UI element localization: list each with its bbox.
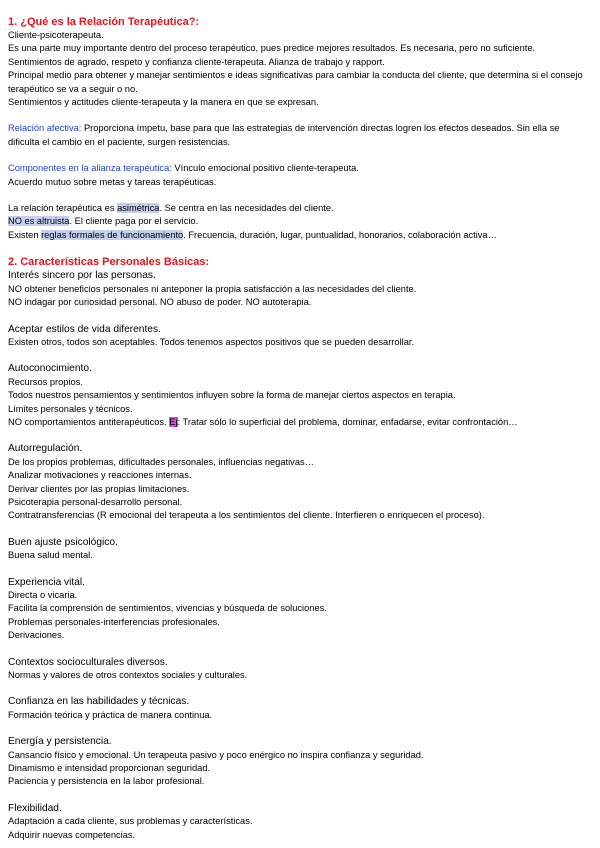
paragraph-line: Cliente-psicoterapeuta. bbox=[8, 30, 104, 40]
antiterapeuticos-line bbox=[8, 416, 592, 429]
paragraph-line: Buena salud mental. bbox=[8, 550, 93, 561]
paragraph-line: Sentimientos de agrado, respeto y confianza cliente-terapeuta. Alianza de trabajo y rapport. bbox=[8, 56, 385, 67]
subsection-heading: Aceptar estilos de vida diferentes. bbox=[8, 323, 161, 335]
alianza-text: Vínculo emocional positivo cliente-terapeuta. bbox=[171, 163, 359, 174]
subsection-heading: Experiencia vital. bbox=[8, 576, 86, 588]
text-segment: NO comportamientos antiterapéuticos. bbox=[8, 416, 170, 427]
paragraph-line: Paciencia y persistencia en la labor profesional. bbox=[8, 776, 205, 787]
paragraph-line: Sentimientos y actitudes cliente-terapeuta y la manera en que se expresan. bbox=[8, 97, 319, 108]
paragraph-line: Psicoterapia personal-desarrollo personal. bbox=[8, 496, 183, 507]
text-segment: La relación terapéutica es bbox=[8, 203, 118, 214]
paragraph-line: Problemas personales-interferencias profesionales. bbox=[8, 616, 220, 627]
paragraph-line: NO obtener beneficios personales ni anteponer la propia satisfacción a las necesidades del cliente. bbox=[8, 283, 417, 294]
text-segment: : Tratar sólo lo superficial del problema, dominar, enfadarse, evitar confrontación… bbox=[177, 416, 518, 427]
subsection-heading: Interés sincero por las personas. bbox=[8, 270, 156, 282]
text-segment: . El cliente paga por el servicio. bbox=[69, 216, 199, 227]
paragraph-line: Cansancio físico y emocional. Un terapeuta pasivo y poco enérgico no inspira confianza y seguridad. bbox=[8, 749, 424, 760]
subsection-heading: Confianza en las habilidades y técnicas. bbox=[8, 696, 190, 708]
paragraph-line: Acuerdo mutuo sobre metas y tareas terapéuticas. bbox=[8, 176, 217, 187]
subsection-heading: Buen ajuste psicológico. bbox=[8, 536, 118, 548]
alianza-label: Componentes en la alianza terapéutica: bbox=[8, 163, 172, 174]
relacion-afectiva-label: Relación afectiva: bbox=[8, 123, 82, 134]
relacion-afectiva-text: Proporciona ímpetu, base para que las estrategias de intervención directas logren los efectos deseados. Sin ella se dificulta el cambio en el paciente, surgen resistencias. bbox=[8, 123, 560, 147]
paragraph-line: Adquirir nuevas competencias. bbox=[8, 829, 136, 840]
paragraph-line: Directa o vicaria. bbox=[8, 590, 78, 600]
altruista-line bbox=[8, 215, 592, 228]
subsection-heading: Flexibilidad. bbox=[8, 802, 62, 814]
section-2-title: 2. Características Personales Básicas: bbox=[8, 256, 210, 269]
subsection-heading: Energía y persistencia. bbox=[8, 736, 112, 748]
subsection-heading: Autoconocimiento. bbox=[8, 363, 92, 375]
section-1-title: 1. ¿Qué es la Relación Terapéutica?: bbox=[8, 16, 200, 28]
paragraph-line: NO indagar por curiosidad personal. NO abuso de poder. NO autoterapia. bbox=[8, 297, 312, 308]
reglas-line bbox=[8, 229, 592, 242]
relacion-afectiva-paragraph bbox=[8, 122, 592, 149]
paragraph-line: Adaptación a cada cliente, sus problemas y características. bbox=[8, 816, 253, 827]
paragraph-line: Formación teórica y práctica de manera continua. bbox=[8, 709, 213, 720]
paragraph-line: De los propios problemas, dificultades personales, influencias negativas… bbox=[8, 456, 314, 467]
paragraph-line: Analizar motivaciones y reacciones internas. bbox=[8, 470, 192, 481]
asimetrica-line bbox=[8, 202, 592, 215]
text-segment: Existen bbox=[8, 229, 42, 240]
subsection-heading: Contextos socioculturales diversos. bbox=[8, 656, 168, 668]
paragraph-line: Límites personales y técnicos. bbox=[8, 403, 133, 414]
subsection-heading: Autorregulación. bbox=[8, 443, 83, 455]
highlight-reglas: reglas formales de funcionamiento bbox=[41, 229, 184, 240]
paragraph-line: Derivar clientes por las propias limitaciones. bbox=[8, 483, 190, 494]
paragraph-line: Recursos propios. bbox=[8, 376, 83, 387]
highlight-ej: Ej bbox=[169, 416, 178, 427]
highlight-asimetrica: asimétrica bbox=[117, 203, 160, 214]
paragraph-line: Todos nuestros pensamientos y sentimientos influyen sobre la forma de manejar ciertos aspectos en terapia. bbox=[8, 390, 456, 401]
text-segment: . Se centra en las necesidades del cliente. bbox=[159, 203, 334, 214]
paragraph-line: Es una parte muy importante dentro del proceso terapéutico, pues predice mejores resultados. Es necesaria, pero no suficiente. bbox=[8, 43, 536, 54]
paragraph-line: Existen otros, todos son aceptables. Todos tenemos aspectos positivos que se pueden desarrollar. bbox=[8, 336, 415, 347]
highlight-altruista: NO es altruista bbox=[8, 216, 70, 227]
alianza-paragraph bbox=[8, 162, 592, 175]
paragraph-line: Facilita la comprensión de sentimientos, vivencias y búsqueda de soluciones. bbox=[8, 603, 327, 614]
paragraph-line: Derivaciones. bbox=[8, 630, 65, 641]
paragraph-line: Principal medio para obtener y manejar sentimientos e ideas significativas para cambiar la conducta del cliente, que determina si el consejo terapéutico se va a seguir o no. bbox=[8, 70, 583, 94]
paragraph-line: Dinamismo e intensidad proporcionan seguridad. bbox=[8, 763, 211, 774]
paragraph-line: Contratransferencias (R emocional del terapeuta a los sentimientos del cliente. Interfieren o enriquecen el proceso). bbox=[8, 510, 485, 521]
paragraph-line: Normas y valores de otros contextos sociales y culturales. bbox=[8, 670, 248, 681]
text-segment: . Frecuencia, duración, lugar, puntualidad, honorarios, colaboración activa… bbox=[183, 229, 497, 240]
